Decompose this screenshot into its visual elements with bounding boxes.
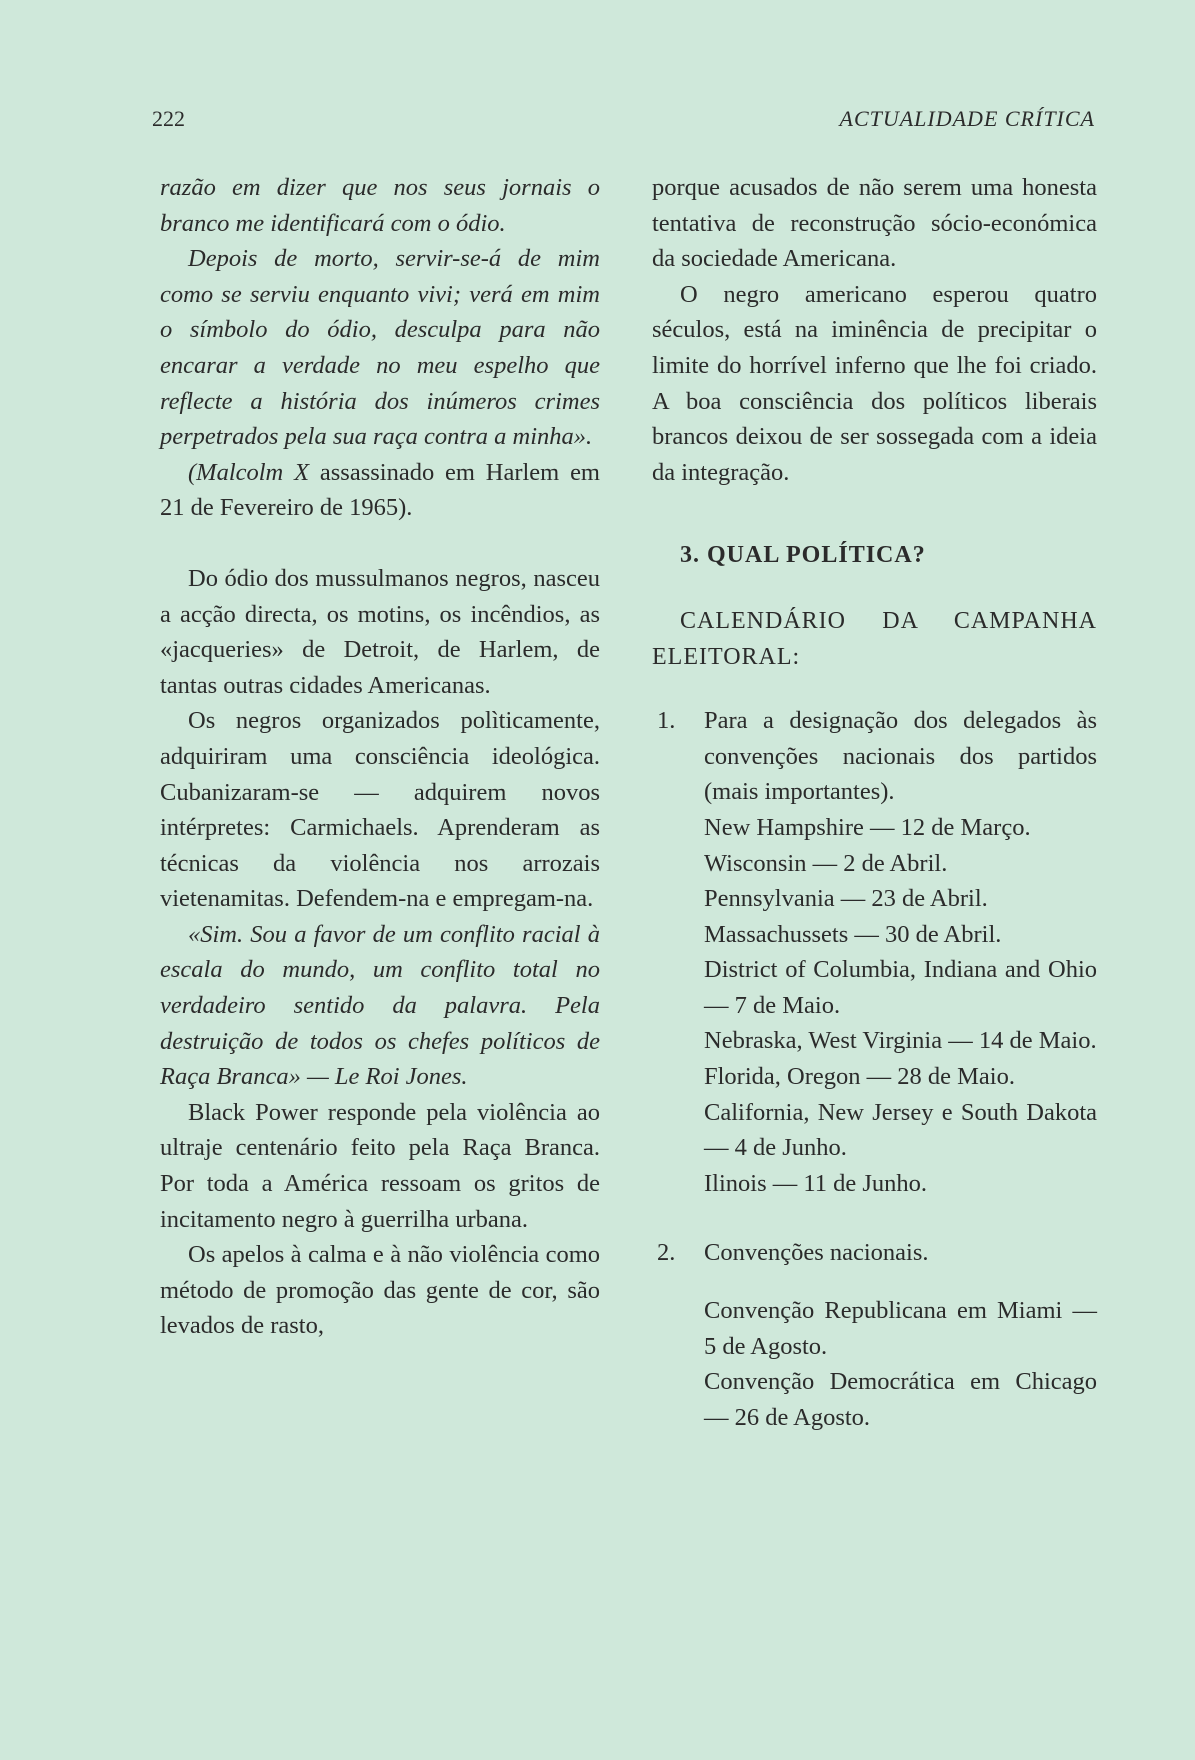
spacer xyxy=(652,490,1097,538)
attribution-rest: assassinado em Harlem em 21 de Fevereiro de 1965). xyxy=(160,458,600,522)
paragraph: Os apelos à calma e à não violência como método de promoção das gente de cor, são levados de rasto, xyxy=(160,1241,600,1340)
list-intro: Convenções nacionais. xyxy=(704,1239,929,1267)
list-item xyxy=(652,1235,1097,1435)
section-heading: 3. QUAL POLÍTICA? xyxy=(680,542,926,569)
right-column xyxy=(652,170,1097,1435)
list-item xyxy=(652,703,1097,1201)
list-intro: Para a designação dos delegados às convenções nacionais dos partidos (mais importantes). xyxy=(704,707,1097,806)
calendar-entry: California, New Jersey e South Dakota — 4 de Junho. xyxy=(704,1098,1097,1162)
attribution-name: (Malcolm X xyxy=(188,458,310,486)
calendar-entry: Massachussets — 30 de Abril. xyxy=(704,920,1002,948)
calendar-entry: Wisconsin — 2 de Abril. xyxy=(704,849,948,877)
spacer xyxy=(652,574,1097,604)
list-number: 1. xyxy=(657,707,676,735)
calendar-entry: Ilinois — 11 de Junho. xyxy=(704,1169,927,1197)
calendar-entry: New Hampshire — 12 de Março. xyxy=(704,813,1031,841)
calendar-entry: Pennsylvania — 23 de Abril. xyxy=(704,885,988,913)
calendar-entry: Nebraska, West Virginia — 14 de Maio. xyxy=(704,1027,1097,1055)
calendar-entry: Convenção Democrática em Chicago — 26 de Agosto. xyxy=(704,1368,1097,1431)
paragraph: porque acusados de não serem uma honesta tentativa de reconstrução sócio-económica da sociedade Americana. xyxy=(652,174,1097,273)
quote-paragraph: «Sim. Sou a favor de um conflito racial à escala do mundo, um conflito total no verdadeiro sentido da palavra. Pela destruição de todos os chefes políticos de Raça Branca» — Le Roi Jones. xyxy=(160,920,600,1091)
paragraph: Do ódio dos mussulmanos negros, nasceu a acção directa, os motins, os incêndios, as «jacqueries» de Detroit, de Harlem, de tantas outras cidades Americanas. xyxy=(160,564,600,699)
paragraph: Os negros organizados polìticamente, adquiriram uma consciência ideológica. Cubanizaram-se — adquirem novos intérpretes: Carmichaels. Aprenderam as técnicas da violência nos arrozais vietenamitas. Defendem-na e empregam-na. xyxy=(160,707,600,913)
calendar-entry: Florida, Oregon — 28 de Maio. xyxy=(704,1063,1015,1091)
quote-part2: Depois de morto, servir-se-á de mim como se serviu enquanto vivi; verá em mim o símbolo do ódio, desculpa para não encarar a verdade no meu espelho que reflecte a história dos inúmeros crimes perpetrados pela sua raça contra a minha». xyxy=(160,245,600,451)
spacer xyxy=(652,675,1097,703)
list-number: 2. xyxy=(657,1239,676,1267)
quote-part1: razão em dizer que nos seus jornais o branco me identificará com o ódio. xyxy=(160,174,600,237)
calendar-entry: District of Columbia, Indiana and Ohio — 7 de Maio. xyxy=(704,956,1097,1019)
paragraph: O negro americano esperou quatro séculos, está na iminência de precipitar o limite do horrível inferno que lhe foi criado. A boa consciência dos políticos liberais brancos deixou de ser sossegada com a ideia da integração. xyxy=(652,280,1097,486)
page-number: 222 xyxy=(152,106,185,131)
calendar-entry: Convenção Republicana em Miami — 5 de Agosto. xyxy=(704,1297,1097,1360)
left-column xyxy=(160,170,600,1344)
calendar-list xyxy=(652,703,1097,1435)
spacer xyxy=(704,1271,1097,1293)
subheading: CALENDÁRIO DA CAMPANHA ELEITORAL: xyxy=(652,607,1097,670)
paragraph: Black Power responde pela violência ao ultraje centenário feito pela Raça Branca. Por toda a América ressoam os gritos de incitamento negro à guerrilha urbana. xyxy=(160,1098,600,1233)
attribution xyxy=(160,455,600,526)
spacer xyxy=(160,526,600,561)
running-title: ACTUALIDADE CRÍTICA xyxy=(839,106,1095,131)
